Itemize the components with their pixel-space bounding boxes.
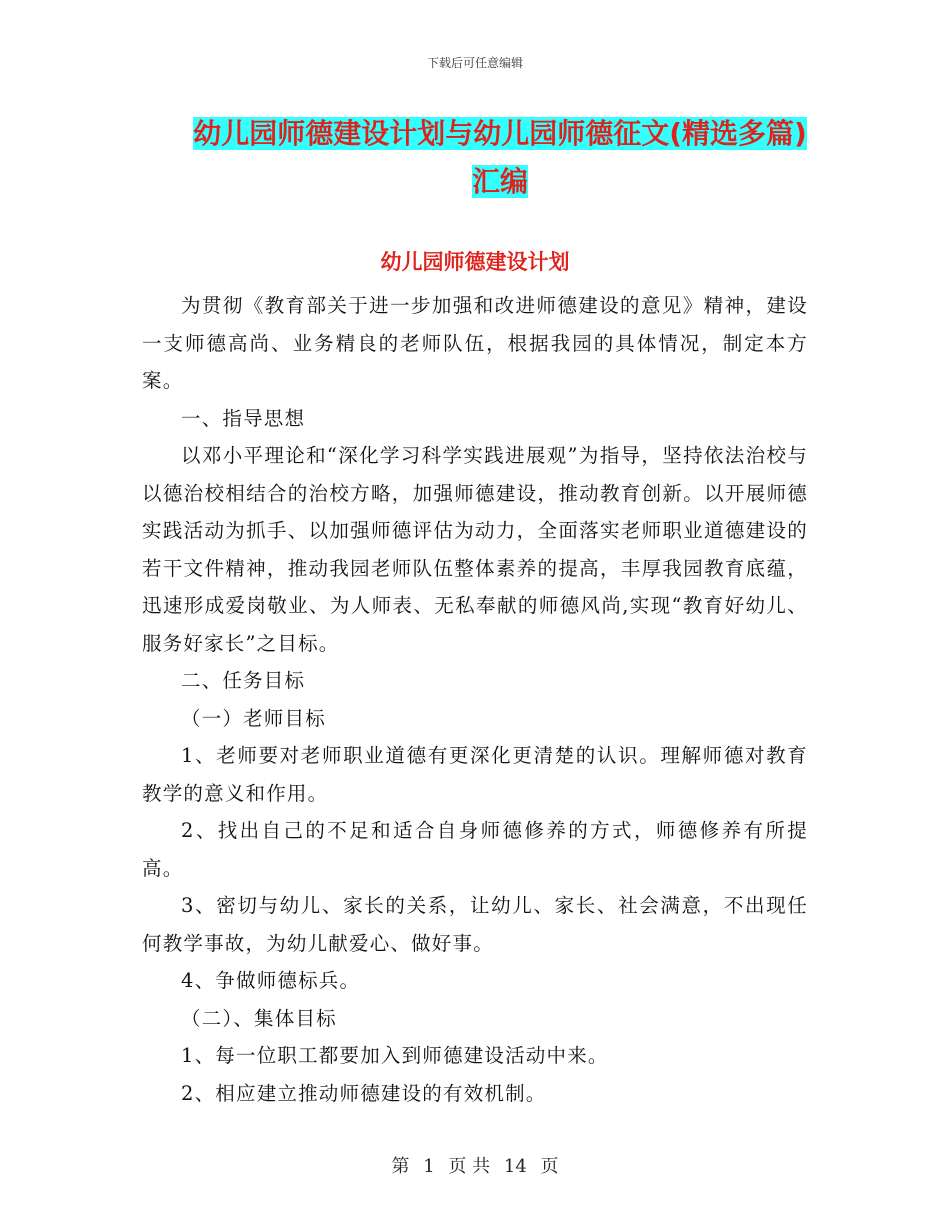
paragraph: 一、指导思想 [181,406,306,430]
paragraph: 2、相应建立推动师德建设的有效机制。 [181,1081,547,1105]
paragraph: 3、密切与幼儿、家长的关系，让幼儿、家长、社会满意，不出现任何教学事故，为幼儿献爱心、做好事。 [142,894,808,955]
footer-prefix: 第 [391,1156,410,1177]
page-number: 1 [423,1156,435,1177]
paragraph: 2、找出自己的不足和适合自身师德修养的方式，师德修养有所提高。 [142,819,808,880]
document-title [190,110,810,206]
header-note: 下载后可任意编辑 [426,56,523,70]
footer-suffix: 页 [540,1156,559,1177]
document-body [142,287,808,1112]
section-title: 幼儿园师德建设计划 [380,250,570,274]
page-total: 14 [503,1156,527,1177]
paragraph: 1、每一位职工都要加入到师德建设活动中来。 [181,1044,609,1067]
paragraph: 以邓小平理论和“深化学习科学实践进展观”为指导，坚持依法治校与以德治校相结合的治校方略，加强师德建设，推动教育创新。以开展师德实践活动为抓手、以加强师德评估为动力，全面落实老师职业道德建设的若干文件精神，推动我园老师队伍整体素养的提高，丰厚我园教育底蕴，迅速形成爱岗敬业、为人师表、无私奉献的师德风尚,实现“教育好幼儿、服务好家长”之目标。 [142,444,808,655]
paragraph: 二、任务目标 [181,669,306,692]
page-footer [0,1152,950,1178]
paragraph: （二）、集体目标 [181,1006,337,1030]
paragraph: 4、争做师德标兵。 [181,969,361,992]
document-title-text: 幼儿园师德建设计划与幼儿园师德征文(精选多篇)汇编 [193,117,807,198]
footer-middle: 页 共 [448,1156,491,1177]
paragraph: 1、老师要对老师职业道德有更深化更清楚的认识。理解师德对教育教学的意义和作用。 [142,744,808,805]
paragraph: （一）老师目标 [181,706,326,730]
paragraph: 为贯彻《教育部关于进一步加强和改进师德建设的意见》精神，建设一支师德高尚、业务精良的老师队伍，根据我园的具体情况，制定本方案。 [142,294,808,392]
